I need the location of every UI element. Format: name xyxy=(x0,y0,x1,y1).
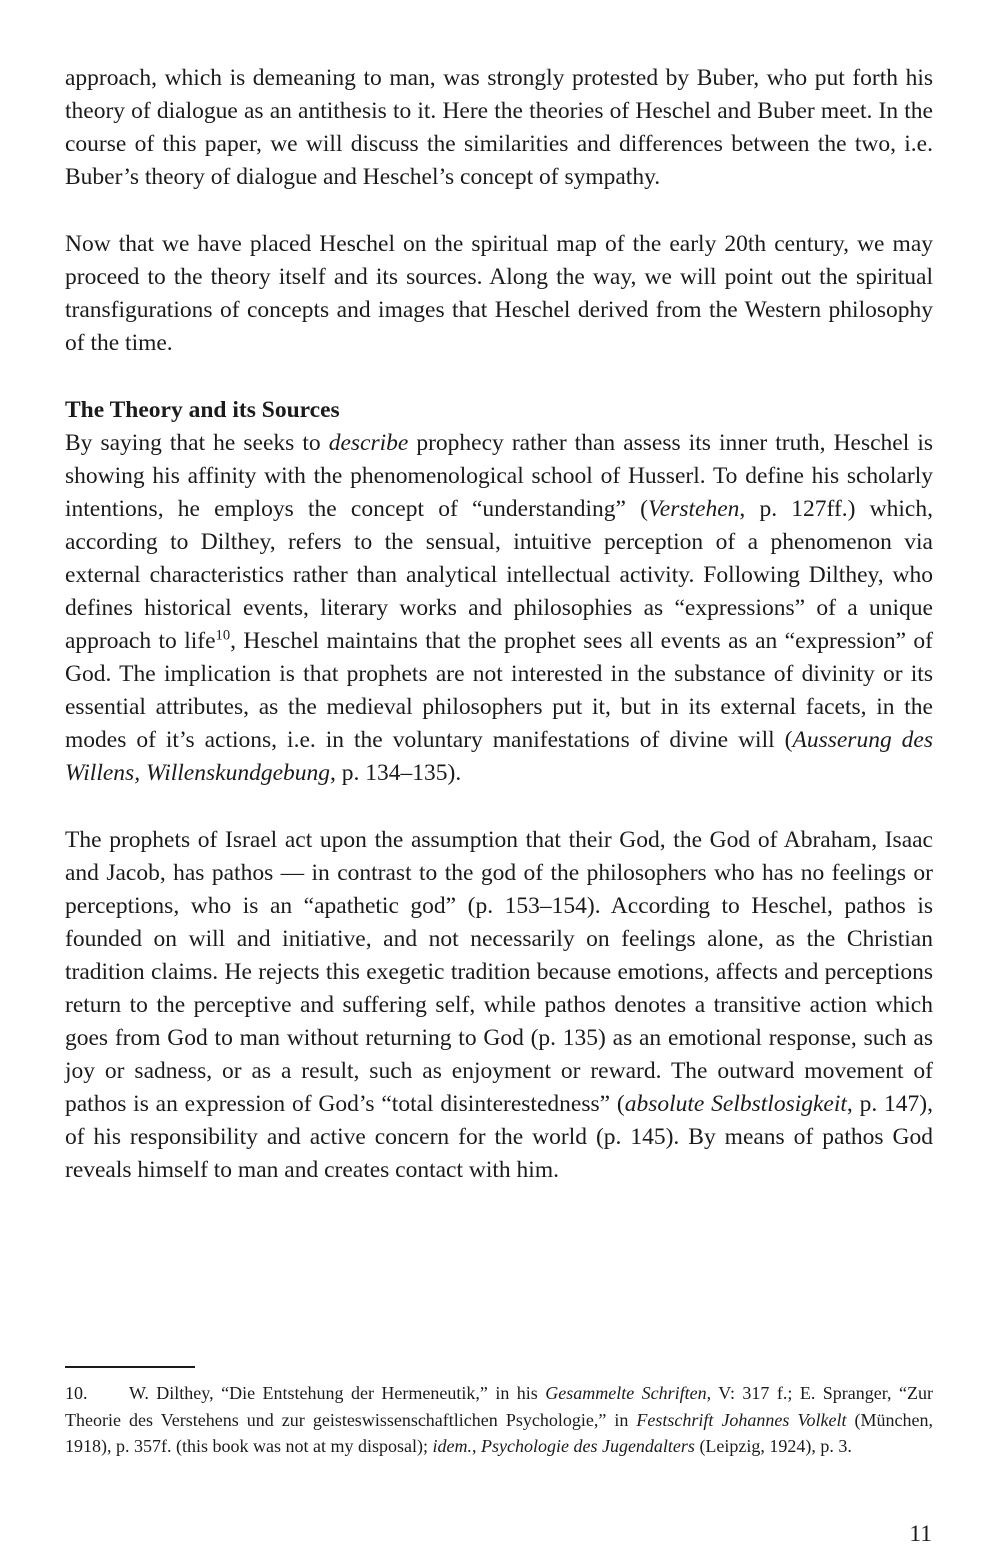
footnote-italic-gesammelte: Gesammelte Schriften xyxy=(545,1383,707,1403)
p3-text-c: prophecy rather than assess its inner truth, Heschel is showing his affinity with the phenomenological school of Husserl. To define his scholarly intentions, he employs the concept of “understanding” ( xyxy=(65,430,933,522)
footnote-text-a: W. Dilthey, “Die Entstehung der Hermeneutik,” in his xyxy=(129,1383,546,1403)
footnote-reference: 10 xyxy=(215,627,231,644)
footnote-divider xyxy=(65,1366,195,1368)
section-heading: The Theory and its Sources xyxy=(65,397,340,423)
p4-italic-selbstlosigkeit: absolute Selbstlosigkeit xyxy=(624,1091,847,1117)
p3-text-e: , p. 127ff.) which, according to Dilthey, refers to the sensual, intuitive perception of a phenomenon via external characteristics rather than analytical intellectual activity. Following Dilthey, who defines historical events, literary works and philosophies as “expressions” of a unique approach to life xyxy=(65,496,933,654)
footnote-10 xyxy=(65,1380,933,1460)
main-text xyxy=(65,62,933,1187)
footnote-text-c: , V: 317 f.; E. Spranger, “Zur Theorie des Verstehens und zur geisteswissenschaftlichen Psychologie,” in xyxy=(65,1383,933,1430)
footnote-text-g: , xyxy=(471,1436,481,1456)
page-number: 11 xyxy=(909,1521,932,1547)
p3-text-a: By saying that he seeks to xyxy=(65,430,329,456)
footnote-italic-idem: idem. xyxy=(432,1436,472,1456)
p3-italic-ausserung: Ausserung des Willens, Willenskundgebung xyxy=(65,727,934,786)
paragraph-2: Now that we have placed Heschel on the spiritual map of the early 20th century, we may proceed to the theory itself and its sources. Along the way, we will point out the spiritual transfigurations of concepts and images that Heschel derived from the Western philosophy of the time. xyxy=(65,231,933,356)
footnote-text-i: (Leipzig, 1924), p. 3. xyxy=(694,1436,852,1456)
paragraph-1: approach, which is demeaning to man, was strongly protested by Buber, who put forth his theory of dialogue as an antithesis to it. Here the theories of Heschel and Buber meet. In the course of this paper, we will discuss the similarities and differences between the two, i.e. Buber’s theory of dialogue and Heschel’s concept of sympathy. xyxy=(65,65,933,190)
p3-text-h: , p. 134–135). xyxy=(330,760,462,786)
footnote-italic-psychologie: Psychologie des Jugendalters xyxy=(480,1436,695,1456)
p4-text-c: , p. 147), of his responsibility and active concern for the world (p. 145). By means of pathos God reveals himself to man and creates contact with him. xyxy=(65,1091,934,1183)
p4-text-a: The prophets of Israel act upon the assumption that their God, the God of Abraham, Isaac and Jacob, has pathos — in contrast to the god of the philosophers who has no feelings or perceptions, who is an “apathetic god” (p. 153–154). According to Heschel, pathos is founded on will and initiative, and not necessarily on feelings alone, as the Christian tradition claims. He rejects this exegetic tradition because emotions, affects and perceptions return to the perceptive and suffering self, while pathos denotes a transitive action which goes from God to man without returning to God (p. 135) as an emotional response, such as joy or sadness, or as a result, such as enjoyment or reward. The outward movement of pathos is an expression of God’s “total disinterestedness” ( xyxy=(65,827,933,1117)
paragraph-4 xyxy=(65,824,933,1187)
footnote-italic-festschrift: Festschrift Johannes Volkelt xyxy=(636,1409,847,1430)
footnote-number: 10. xyxy=(65,1383,88,1403)
p3-text-f: , Heschel maintains that the prophet sees all events as an “expression” of God. The implication is that prophets are not interested in the substance of divinity or its essential attributes, as the medieval philosophers put it, but in its external facets, in the modes of it’s actions, i.e. in the voluntary manifestations of divine will ( xyxy=(65,628,933,753)
paragraph-3 xyxy=(65,427,933,790)
p3-italic-describe: describe xyxy=(328,430,409,456)
footnote-text-e: (München, 1918), p. 357f. (this book was not at my disposal); xyxy=(65,1409,933,1456)
p3-italic-verstehen: Verstehen xyxy=(648,496,740,522)
